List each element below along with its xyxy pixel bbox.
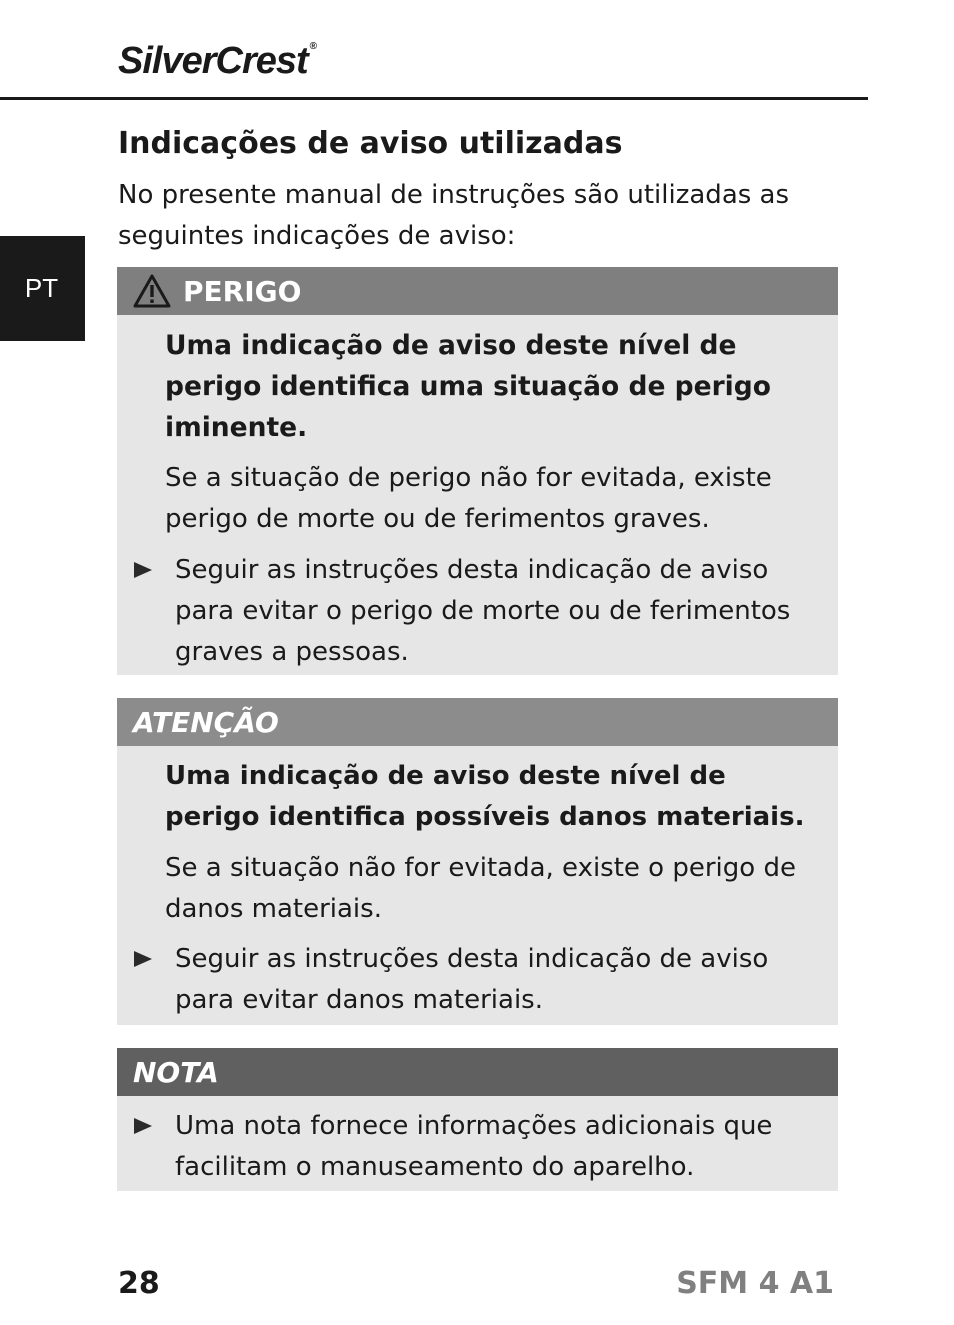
nota-box bbox=[117, 1048, 838, 1191]
registered-mark: ® bbox=[309, 41, 317, 52]
page-number: 28 bbox=[118, 1266, 160, 1301]
perigo-bullet-text: Seguir as instruções desta indicação de aviso para evitar o perigo de morte ou de ferimentos graves a pessoas. bbox=[175, 555, 791, 667]
language-tab-label: PT bbox=[24, 273, 59, 303]
brand-logo bbox=[118, 42, 316, 80]
atencao-bold-text: Uma indicação de aviso deste nível de perigo identifica possíveis danos materiais. bbox=[165, 761, 805, 832]
model-name: SFM 4 A1 bbox=[676, 1266, 834, 1301]
bullet-arrow-icon bbox=[134, 1118, 152, 1134]
brand-logo-text: SilverCrest bbox=[118, 40, 308, 82]
atencao-bullet bbox=[117, 939, 838, 1021]
perigo-text: Se a situação de perigo não for evitada, existe perigo de morte ou de ferimentos graves. bbox=[165, 463, 772, 534]
atencao-box bbox=[117, 698, 838, 1025]
atencao-text: Se a situação não for evitada, existe o perigo de danos materiais. bbox=[165, 853, 796, 924]
warning-triangle-icon bbox=[133, 274, 171, 308]
atencao-heading: ATENÇÃO bbox=[133, 705, 279, 739]
perigo-heading: PERIGO bbox=[183, 274, 302, 308]
atencao-header bbox=[117, 698, 838, 746]
perigo-header bbox=[117, 267, 838, 315]
nota-header bbox=[117, 1048, 838, 1096]
nota-bullet bbox=[117, 1106, 838, 1188]
nota-heading: NOTA bbox=[133, 1055, 219, 1089]
language-tab bbox=[0, 236, 85, 341]
atencao-bullet-text: Seguir as instruções desta indicação de aviso para evitar danos materiais. bbox=[175, 944, 769, 1015]
perigo-box bbox=[117, 267, 838, 675]
perigo-bold-text: Uma indicação de aviso deste nível de perigo identifica uma situação de perigo iminente. bbox=[165, 330, 771, 443]
section-title: Indicações de aviso utilizadas bbox=[118, 126, 623, 161]
header-rule bbox=[0, 97, 868, 100]
section-intro: No presente manual de instruções são utilizadas as seguintes indicações de aviso: bbox=[118, 180, 790, 251]
bullet-arrow-icon bbox=[134, 951, 152, 967]
perigo-bullet bbox=[117, 550, 838, 673]
bullet-arrow-icon bbox=[134, 562, 152, 578]
nota-bullet-text: Uma nota fornece informações adicionais que facilitam o manuseamento do aparelho. bbox=[175, 1111, 773, 1182]
